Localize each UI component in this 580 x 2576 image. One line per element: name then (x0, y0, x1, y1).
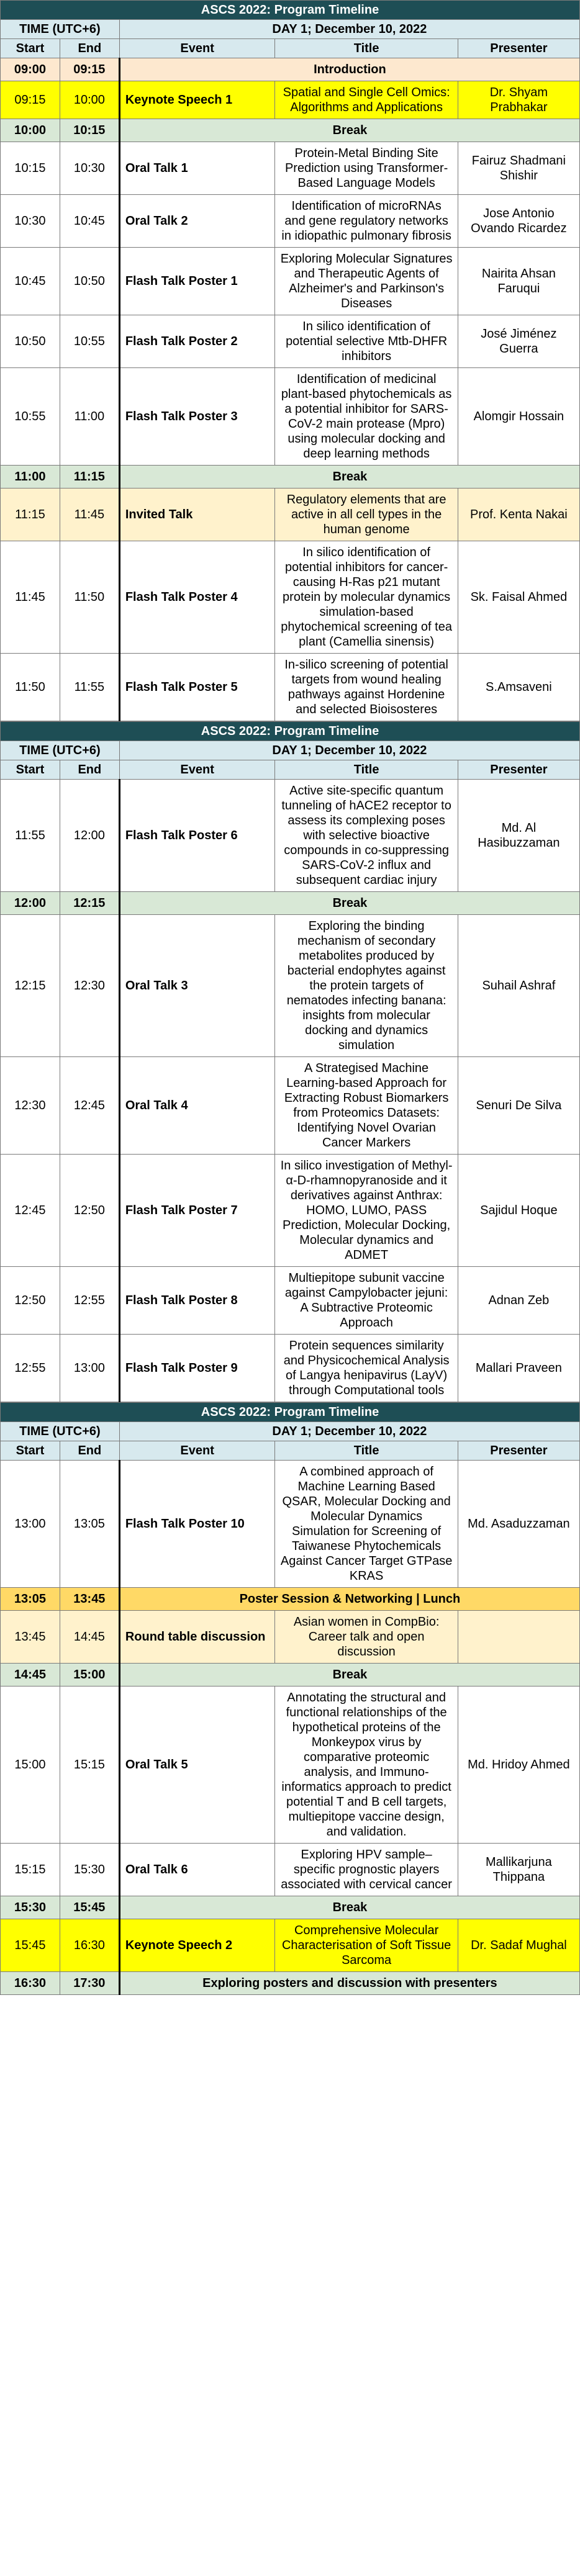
schedule-table (0, 0, 580, 721)
end-time: 15:30 (60, 1844, 119, 1896)
session-row (1, 541, 580, 654)
end-time: 12:50 (60, 1155, 119, 1267)
end-time: 10:45 (60, 195, 119, 248)
end-time: 15:00 (60, 1664, 119, 1687)
break-row (1, 1896, 580, 1919)
presenter-name: Sajidul Hoque (458, 1155, 579, 1267)
break-label: Break (119, 1664, 579, 1687)
start-time: 15:00 (1, 1687, 60, 1844)
end-time: 12:00 (60, 780, 119, 892)
event-name: Oral Talk 6 (119, 1844, 275, 1896)
column-header-end: End (60, 1441, 119, 1461)
session-row (1, 1335, 580, 1402)
start-time: 12:30 (1, 1057, 60, 1155)
end-time: 12:15 (60, 892, 119, 915)
end-time: 13:00 (60, 1335, 119, 1402)
break-row (1, 892, 580, 915)
presenter-name: Dr. Shyam Prabhakar (458, 81, 579, 119)
talk-title: Regulatory elements that are active in all cell types in the human genome (275, 489, 458, 541)
talk-title: Exploring Molecular Signatures and Therapeutic Agents of Alzheimer's and Parkinson's Diseases (275, 248, 458, 315)
end-time: 12:55 (60, 1267, 119, 1335)
start-time: 09:00 (1, 58, 60, 81)
session-row (1, 81, 580, 119)
day-header: DAY 1; December 10, 2022 (119, 741, 579, 760)
event-name: Flash Talk Poster 8 (119, 1267, 275, 1335)
end-time: 09:15 (60, 58, 119, 81)
start-time: 16:30 (1, 1972, 60, 1995)
session-row (1, 142, 580, 195)
presenter-name: Md. Asaduzzaman (458, 1461, 579, 1588)
event-name: Keynote Speech 2 (119, 1919, 275, 1972)
talk-title: Multiepitope subunit vaccine against Campylobacter jejuni: A Subtractive Proteomic Approach (275, 1267, 458, 1335)
end-time: 10:50 (60, 248, 119, 315)
session-row (1, 1919, 580, 1972)
start-time: 12:00 (1, 892, 60, 915)
presenter-name: Md. Hridoy Ahmed (458, 1687, 579, 1844)
end-time: 11:15 (60, 466, 119, 489)
start-time: 11:00 (1, 466, 60, 489)
section-title-row (1, 1403, 580, 1422)
session-row (1, 1844, 580, 1896)
column-header-presenter: Presenter (458, 1441, 579, 1461)
session-row (1, 1687, 580, 1844)
event-name: Round table discussion (119, 1611, 275, 1664)
column-header-event: Event (119, 760, 275, 780)
event-name: Oral Talk 3 (119, 915, 275, 1057)
start-time: 14:45 (1, 1664, 60, 1687)
presenter-name: Jose Antonio Ovando Ricardez (458, 195, 579, 248)
talk-title: Asian women in CompBio: Career talk and open discussion (275, 1611, 458, 1664)
time-header: TIME (UTC+6) (1, 20, 120, 39)
presenter-name: Nairita Ahsan Faruqui (458, 248, 579, 315)
end-time: 13:45 (60, 1588, 119, 1611)
schedule-table (0, 721, 580, 1402)
end-time: 13:05 (60, 1461, 119, 1588)
break-label: Poster Session & Networking | Lunch (119, 1588, 579, 1611)
session-row (1, 1057, 580, 1155)
talk-title: In-silico screening of potential targets from wound healing pathways against Hordenine and selected Bioisosteres (275, 654, 458, 721)
talk-title: In silico investigation of Methyl-α-D-rhamnopyranoside and it derivatives against Anthrax: HOMO, LUMO, PASS Prediction, Molecular Docking, Molecular dynamics and ADMET (275, 1155, 458, 1267)
talk-title: Exploring the binding mechanism of secondary metabolites produced by bacterial endophytes against the protein targets of nematodes infecting banana: insights from molecular docking and dynamics simulation (275, 915, 458, 1057)
session-row (1, 368, 580, 466)
talk-title: Annotating the structural and functional relationships of the hypothetical proteins of the Monkeypox virus by comparative proteomic analysis, and Immuno-informatics approach to predict potential T and B cell targets, multiepitope vaccine design, and validation. (275, 1687, 458, 1844)
end-time: 15:45 (60, 1896, 119, 1919)
end-time: 16:30 (60, 1919, 119, 1972)
column-header-title: Title (275, 39, 458, 58)
talk-title: Comprehensive Molecular Characterisation of Soft Tissue Sarcoma (275, 1919, 458, 1972)
start-time: 12:50 (1, 1267, 60, 1335)
schedule-table (0, 1402, 580, 1995)
session-row (1, 1611, 580, 1664)
column-header-presenter: Presenter (458, 39, 579, 58)
talk-title: Exploring HPV sample–specific prognostic players associated with cervical cancer (275, 1844, 458, 1896)
event-name: Flash Talk Poster 6 (119, 780, 275, 892)
start-time: 15:30 (1, 1896, 60, 1919)
session-row (1, 780, 580, 892)
column-header-title: Title (275, 760, 458, 780)
end-time: 11:50 (60, 541, 119, 654)
column-header-title: Title (275, 1441, 458, 1461)
end-time: 10:30 (60, 142, 119, 195)
end-time: 11:00 (60, 368, 119, 466)
column-header-start: Start (1, 1441, 60, 1461)
event-name: Oral Talk 4 (119, 1057, 275, 1155)
presenter-name: Mallikarjuna Thippana (458, 1844, 579, 1896)
day-header: DAY 1; December 10, 2022 (119, 20, 579, 39)
presenter-name: Sk. Faisal Ahmed (458, 541, 579, 654)
header-row-time-day (1, 1422, 580, 1441)
end-time: 11:45 (60, 489, 119, 541)
start-time: 11:15 (1, 489, 60, 541)
break-label: Break (119, 466, 579, 489)
start-time: 13:00 (1, 1461, 60, 1588)
column-header-end: End (60, 39, 119, 58)
talk-title: Identification of medicinal plant-based phytochemicals as a potential inhibitor for SARS-CoV-2 main protease (Mpro) using molecular docking and deep learning methods (275, 368, 458, 466)
start-time: 12:55 (1, 1335, 60, 1402)
start-time: 15:15 (1, 1844, 60, 1896)
event-name: Flash Talk Poster 3 (119, 368, 275, 466)
event-name: Keynote Speech 1 (119, 81, 275, 119)
header-row-time-day (1, 741, 580, 760)
event-name: Oral Talk 2 (119, 195, 275, 248)
presenter-name: S.Amsaveni (458, 654, 579, 721)
event-name: Invited Talk (119, 489, 275, 541)
presenter-name: Prof. Kenta Nakai (458, 489, 579, 541)
section-title-row (1, 722, 580, 741)
end-time: 10:00 (60, 81, 119, 119)
end-time: 10:15 (60, 119, 119, 142)
column-header-row (1, 1441, 580, 1461)
session-row (1, 195, 580, 248)
end-time: 17:30 (60, 1972, 119, 1995)
break-row (1, 466, 580, 489)
start-time: 10:15 (1, 142, 60, 195)
event-name: Flash Talk Poster 4 (119, 541, 275, 654)
event-name: Oral Talk 5 (119, 1687, 275, 1844)
start-time: 13:05 (1, 1588, 60, 1611)
break-label: Break (119, 892, 579, 915)
end-time: 11:55 (60, 654, 119, 721)
break-label: Break (119, 1896, 579, 1919)
session-row (1, 654, 580, 721)
event-name: Flash Talk Poster 5 (119, 654, 275, 721)
session-row (1, 1267, 580, 1335)
start-time: 10:30 (1, 195, 60, 248)
break-row (1, 58, 580, 81)
presenter-name: Alomgir Hossain (458, 368, 579, 466)
break-label: Exploring posters and discussion with presenters (119, 1972, 579, 1995)
section-title: ASCS 2022: Program Timeline (1, 1, 580, 20)
presenter-name: Mallari Praveen (458, 1335, 579, 1402)
column-header-end: End (60, 760, 119, 780)
start-time: 12:45 (1, 1155, 60, 1267)
break-row (1, 119, 580, 142)
presenter-name: Fairuz Shadmani Shishir (458, 142, 579, 195)
start-time: 12:15 (1, 915, 60, 1057)
event-name: Flash Talk Poster 7 (119, 1155, 275, 1267)
break-row (1, 1588, 580, 1611)
talk-title: Protein sequences similarity and Physicochemical Analysis of Langya henipavirus (LayV) through Computational tools (275, 1335, 458, 1402)
column-header-event: Event (119, 39, 275, 58)
start-time: 09:15 (1, 81, 60, 119)
session-row (1, 1155, 580, 1267)
end-time: 15:15 (60, 1687, 119, 1844)
presenter-name: Senuri De Silva (458, 1057, 579, 1155)
event-name: Flash Talk Poster 2 (119, 315, 275, 368)
event-name: Flash Talk Poster 10 (119, 1461, 275, 1588)
start-time: 11:55 (1, 780, 60, 892)
column-header-presenter: Presenter (458, 760, 579, 780)
presenter-name: Adnan Zeb (458, 1267, 579, 1335)
section-title: ASCS 2022: Program Timeline (1, 1403, 580, 1422)
talk-title: Identification of microRNAs and gene regulatory networks in idiopathic pulmonary fibrosis (275, 195, 458, 248)
break-label: Introduction (119, 58, 579, 81)
column-header-start: Start (1, 760, 60, 780)
break-label: Break (119, 119, 579, 142)
column-header-row (1, 39, 580, 58)
talk-title: A combined approach of Machine Learning Based QSAR, Molecular Docking and Molecular Dynamics Simulation for Screening of Taiwanese Phytochemicals Against Cancer Target GTPase KRAS (275, 1461, 458, 1588)
start-time: 13:45 (1, 1611, 60, 1664)
talk-title: In silico identification of potential selective Mtb-DHFR inhibitors (275, 315, 458, 368)
break-row (1, 1664, 580, 1687)
start-time: 10:55 (1, 368, 60, 466)
start-time: 10:50 (1, 315, 60, 368)
header-row-time-day (1, 20, 580, 39)
start-time: 10:45 (1, 248, 60, 315)
presenter-name: Dr. Sadaf Mughal (458, 1919, 579, 1972)
column-header-row (1, 760, 580, 780)
column-header-start: Start (1, 39, 60, 58)
time-header: TIME (UTC+6) (1, 741, 120, 760)
talk-title: A Strategised Machine Learning-based Approach for Extracting Robust Biomarkers from Proteomics Datasets: Identifying Novel Ovarian Cancer Markers (275, 1057, 458, 1155)
start-time: 11:50 (1, 654, 60, 721)
session-row (1, 1461, 580, 1588)
start-time: 10:00 (1, 119, 60, 142)
end-time: 12:45 (60, 1057, 119, 1155)
section-title: ASCS 2022: Program Timeline (1, 722, 580, 741)
time-header: TIME (UTC+6) (1, 1422, 120, 1441)
event-name: Flash Talk Poster 9 (119, 1335, 275, 1402)
talk-title: Spatial and Single Cell Omics: Algorithms and Applications (275, 81, 458, 119)
day-header: DAY 1; December 10, 2022 (119, 1422, 579, 1441)
session-row (1, 248, 580, 315)
column-header-event: Event (119, 1441, 275, 1461)
end-time: 14:45 (60, 1611, 119, 1664)
start-time: 15:45 (1, 1919, 60, 1972)
start-time: 11:45 (1, 541, 60, 654)
end-time: 12:30 (60, 915, 119, 1057)
event-name: Oral Talk 1 (119, 142, 275, 195)
presenter-name: José Jiménez Guerra (458, 315, 579, 368)
session-row (1, 915, 580, 1057)
talk-title: Active site-specific quantum tunneling of hACE2 receptor to assess its complexing poses with selective bioactive compounds in co-suppressing SARS-CoV-2 influx and subsequent cardiac injury (275, 780, 458, 892)
talk-title: In silico identification of potential inhibitors for cancer-causing H-Ras p21 mutant protein by molecular dynamics simulation-based phytochemical screening of tea plant (Camellia sinensis) (275, 541, 458, 654)
presenter-name: Suhail Ashraf (458, 915, 579, 1057)
presenter-name: Md. Al Hasibuzzaman (458, 780, 579, 892)
presenter-name (458, 1611, 579, 1664)
session-row (1, 489, 580, 541)
end-time: 10:55 (60, 315, 119, 368)
session-row (1, 315, 580, 368)
event-name: Flash Talk Poster 1 (119, 248, 275, 315)
talk-title: Protein-Metal Binding Site Prediction using Transformer-Based Language Models (275, 142, 458, 195)
break-row (1, 1972, 580, 1995)
section-title-row (1, 1, 580, 20)
